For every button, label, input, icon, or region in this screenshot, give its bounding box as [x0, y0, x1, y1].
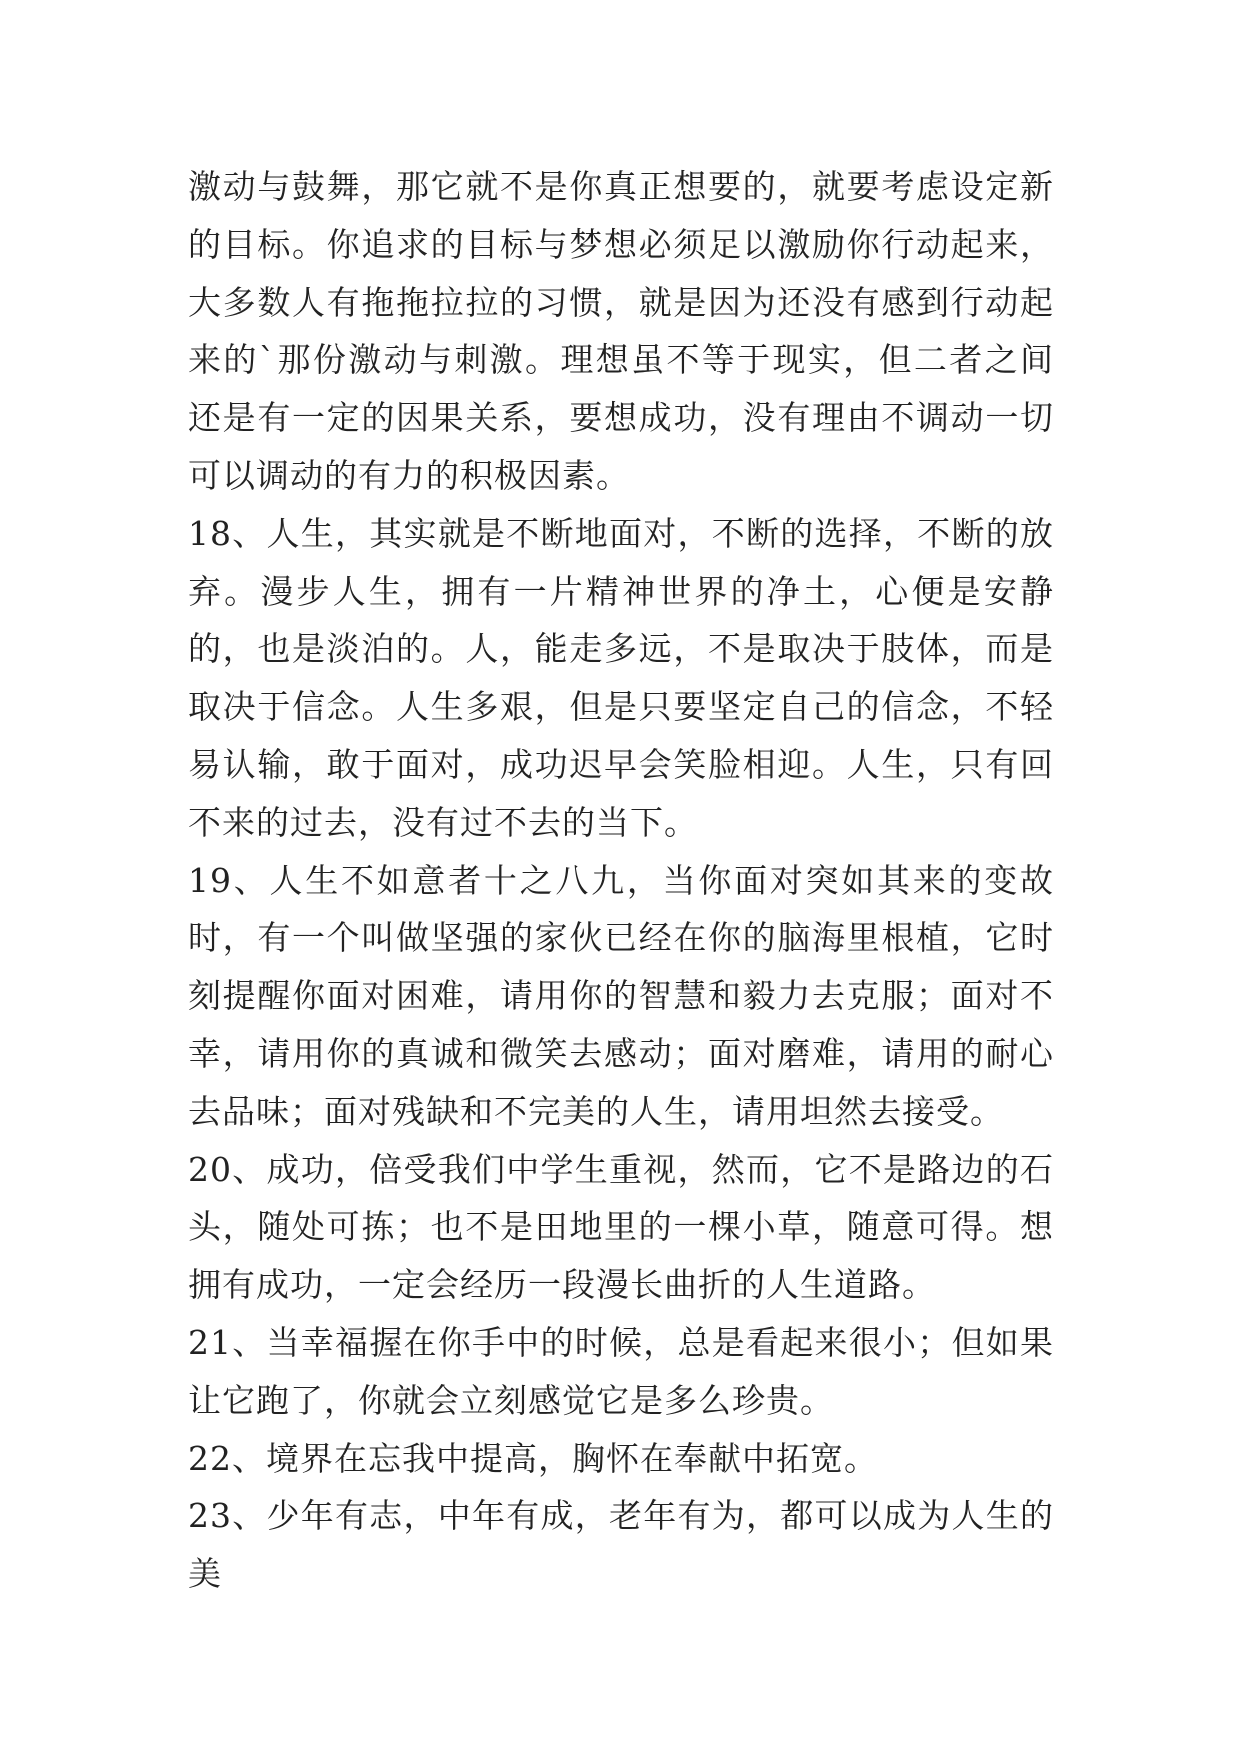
- paragraph-item-21: 21、当幸福握在你手中的时候，总是看起来很小；但如果让它跑了，你就会立刻感觉它是多么珍贵。: [188, 1322, 1054, 1420]
- paragraph-item-18: 18、人生，其实就是不断地面对，不断的选择，不断的放弃。漫步人生，拥有一片精神世界的净土，心便是安静的，也是淡泊的。人，能走多远，不是取决于肢体，而是取决于信念。人生多艰，但是只要坚定自己的信念，不轻易认输，敢于面对，成功迟早会笑脸相迎。人生，只有回不来的过去，没有过不去的当下。: [188, 513, 1054, 842]
- paragraph-item-23: 23、少年有志，中年有成，老年有为，都可以成为人生的美: [188, 1496, 1054, 1594]
- document-body: [188, 158, 1054, 1603]
- paragraph-item-19: 19、人生不如意者十之八九，当你面对突如其来的变故时，有一个叫做坚强的家伙已经在你的脑海里根植，它时刻提醒你面对困难，请用你的智慧和毅力去克服；面对不幸，请用你的真诚和微笑去感动；面对磨难，请用的耐心去品味；面对残缺和不完美的人生，请用坦然去接受。: [188, 860, 1054, 1131]
- paragraph-continuation: 激动与鼓舞，那它就不是你真正想要的，就要考虑设定新的目标。你追求的目标与梦想必须足以激励你行动起来，大多数人有拖拖拉拉的习惯，就是因为还没有感到行动起来的`那份激动与刺激。理想虽不等于现实，但二者之间还是有一定的因果关系，要想成功，没有理由不调动一切可以调动的有力的积极因素。: [188, 167, 1054, 495]
- paragraph-item-20: 20、成功，倍受我们中学生重视，然而，它不是路边的石头，随处可拣；也不是田地里的一棵小草，随意可得。想拥有成功，一定会经历一段漫长曲折的人生道路。: [188, 1149, 1054, 1305]
- paragraph-item-22: 22、境界在忘我中提高，胸怀在奉献中拓宽。: [188, 1438, 878, 1478]
